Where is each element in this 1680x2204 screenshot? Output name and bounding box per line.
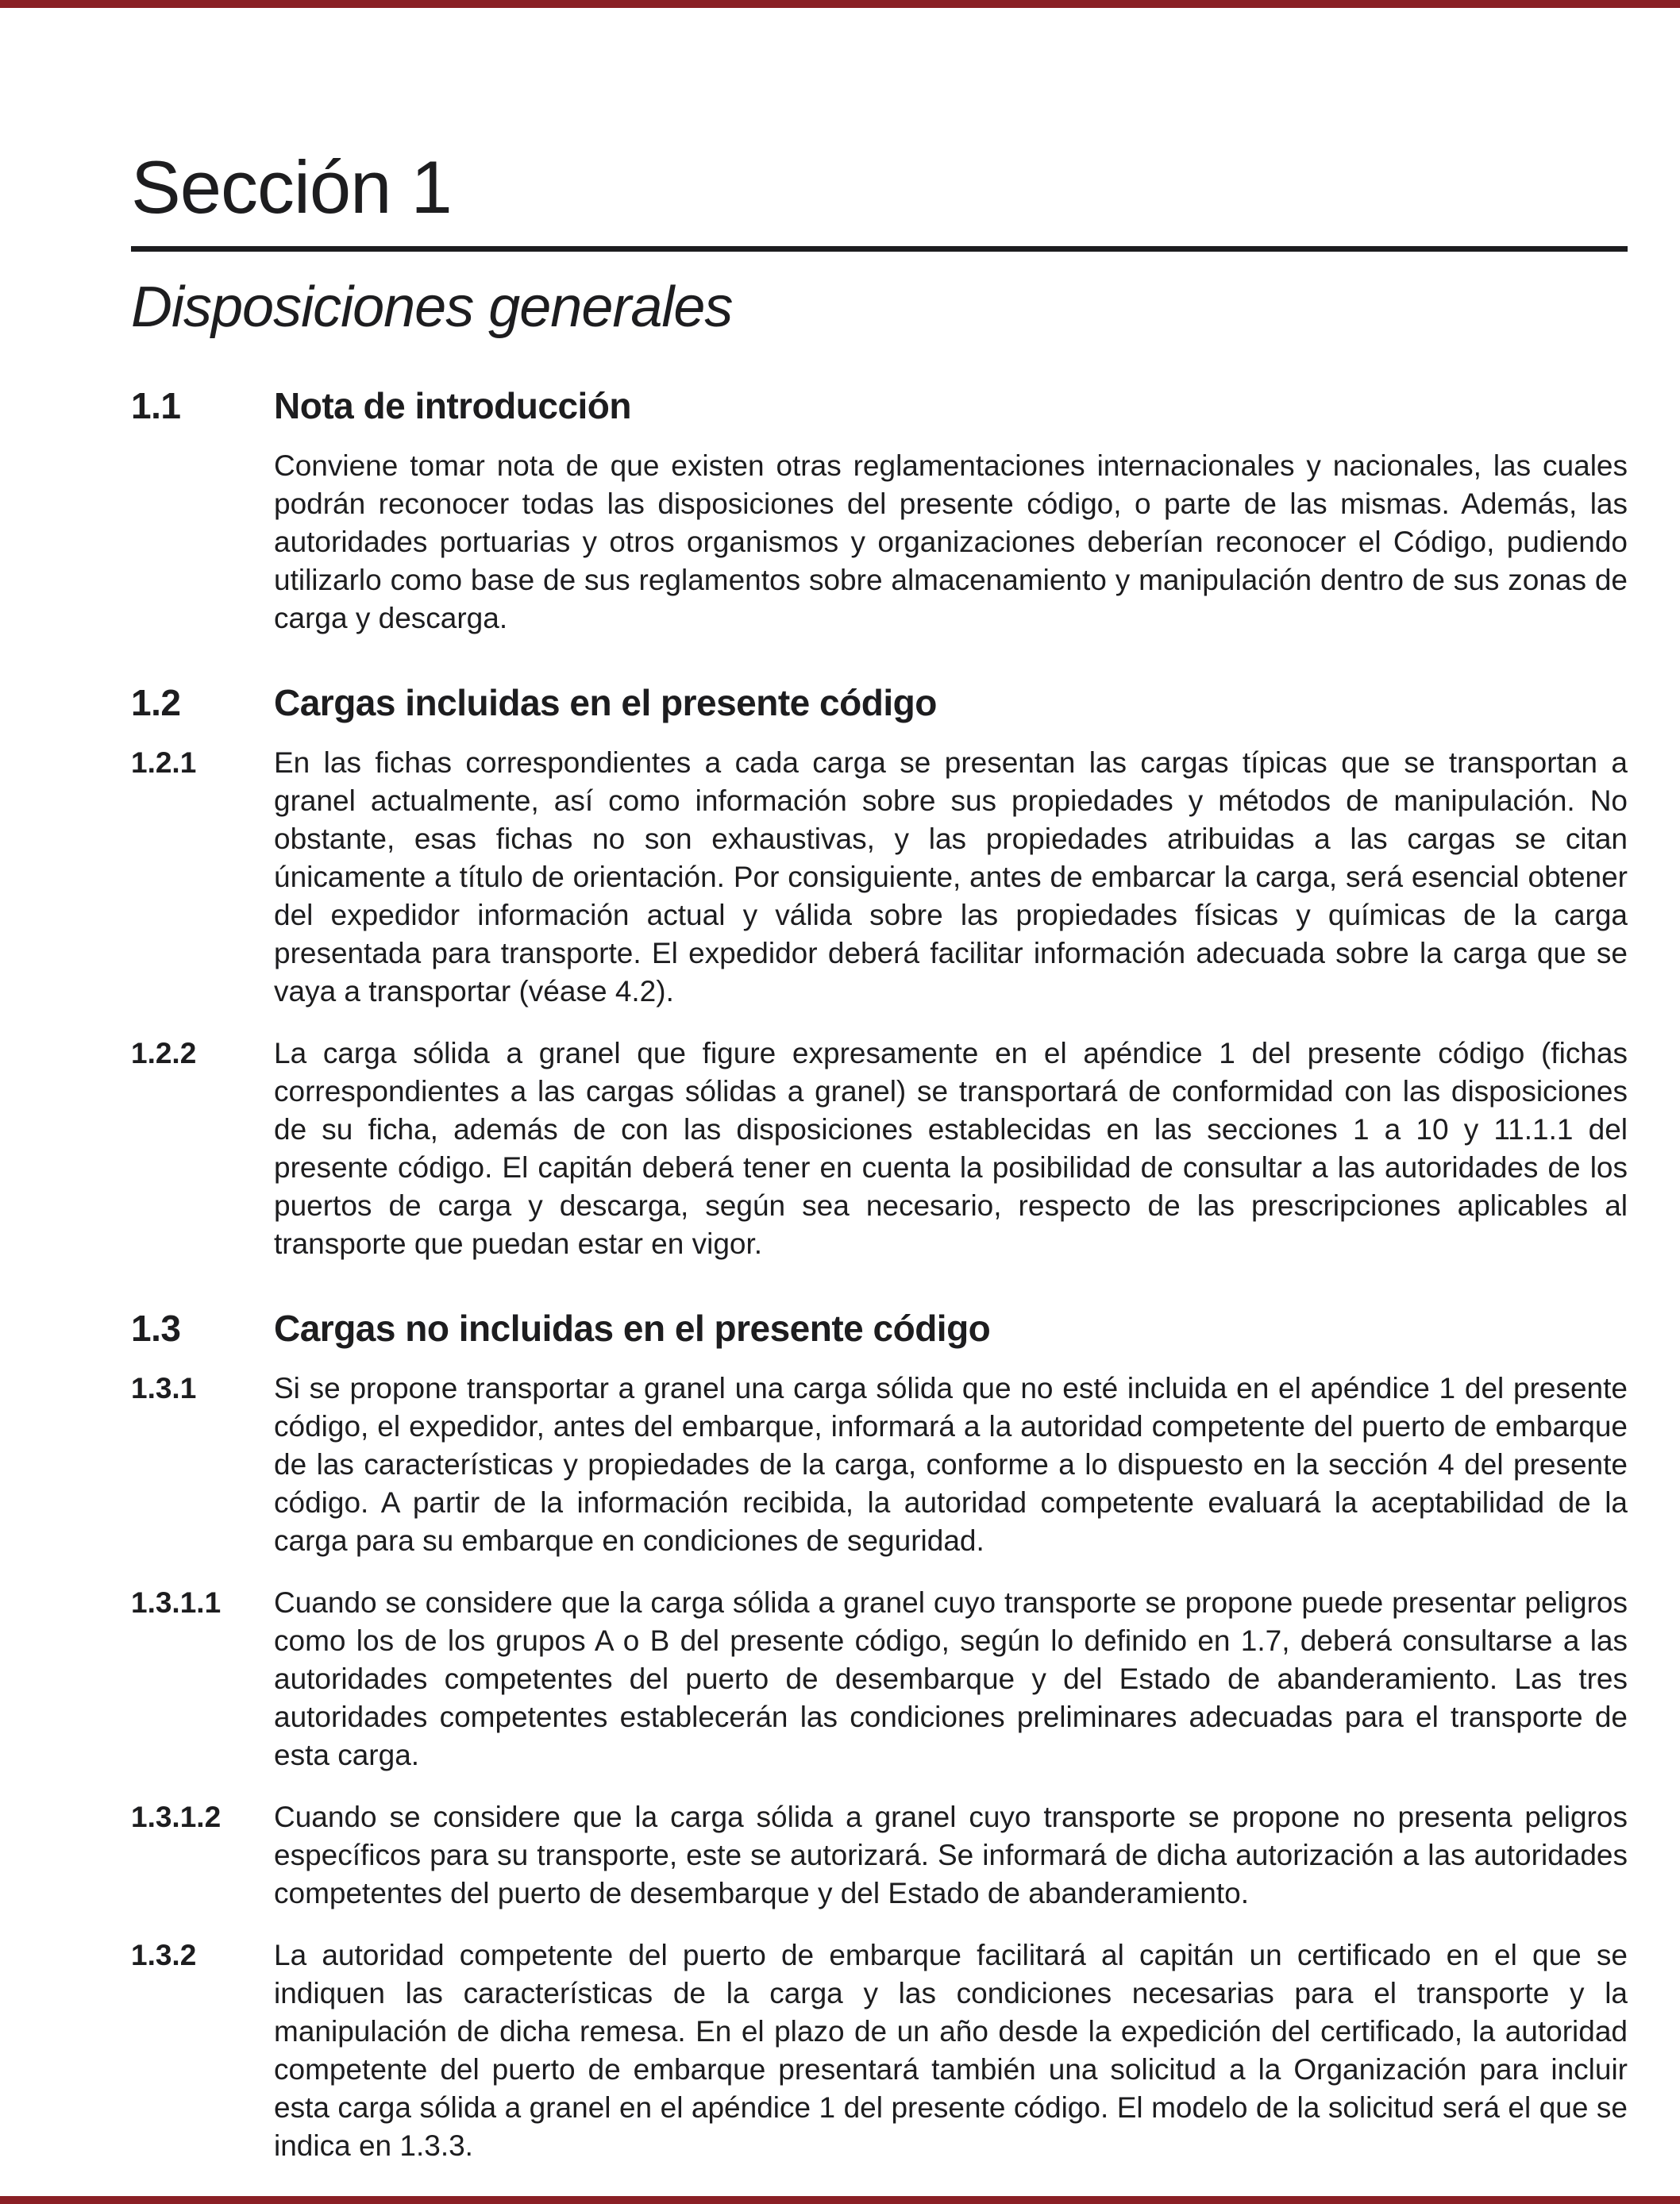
section-title: Sección 1 bbox=[131, 145, 452, 229]
paragraph-text: La autoridad competente del puerto de embarque facilitará al capitán un certificado en el que se indiquen las características de la carga y las condiciones necesarias para el transporte y la manipulación de dicha remesa. En el plazo de un año desde la expedición del certificado, la autoridad competente del puerto de embarque presentará también una solicitud a la Organización para incluir esta carga sólida a granel en el apéndice 1 del presente código. El modelo de la solicitud será el que se indica en 1.3.3. bbox=[274, 1939, 1628, 2162]
paragraph-text: Conviene tomar nota de que existen otras reglamentaciones internacionales y nacionales, las cuales podrán reconocer todas las disposiciones del presente código, o parte de las mismas. Además, las autoridades portuarias y otros organismos y organizaciones deberían reconocer el Código, pudiendo utilizarlo como base de sus reglamentos sobre almacenamiento y manipulación dentro de sus zonas de carga y descarga. bbox=[274, 449, 1628, 634]
title-rule bbox=[131, 246, 1628, 252]
paragraph bbox=[131, 1584, 1628, 1774]
paragraph bbox=[131, 1936, 1628, 2165]
heading-number: 1.1 bbox=[131, 385, 181, 426]
paragraph-number: 1.3.1.2 bbox=[131, 1801, 222, 1833]
paragraph-number bbox=[131, 447, 274, 638]
heading-text: Cargas incluidas en el presente código bbox=[274, 682, 937, 723]
section-heading bbox=[131, 682, 1628, 723]
paragraph-number: 1.3.1.1 bbox=[131, 1586, 222, 1619]
paragraph bbox=[131, 744, 1628, 1011]
paragraph bbox=[131, 1370, 1628, 1560]
document-body bbox=[131, 0, 1628, 2189]
section-heading bbox=[131, 385, 1628, 426]
heading-text: Nota de introducción bbox=[274, 385, 631, 426]
section-heading bbox=[131, 1308, 1628, 1349]
heading-number: 1.2 bbox=[131, 682, 181, 723]
paragraph bbox=[131, 447, 1628, 638]
heading-text: Cargas no incluidas en el presente código bbox=[274, 1308, 991, 1349]
paragraph-text: La carga sólida a granel que figure expresamente en el apéndice 1 del presente código (fichas correspondientes a las cargas sólidas a granel) se transportará de conformidad con las disposiciones de su ficha, además de con las disposiciones establecidas en las secciones 1 a 10 y 11.1.1 del presente código. El capitán deberá tener en cuenta la posibilidad de consultar a las autoridades de los puertos de carga y descarga, según sea necesario, respecto de las prescripciones aplicables al transporte que puedan estar en vigor. bbox=[274, 1037, 1628, 1260]
paragraph-text: Cuando se considere que la carga sólida a granel cuyo transporte se propone no presenta peligros específicos para su transporte, este se autorizará. Se informará de dicha autorización a las autoridades competentes del puerto de desembarque y del Estado de abanderamiento. bbox=[274, 1801, 1628, 1909]
page-edge-bar-bottom bbox=[0, 2196, 1680, 2204]
paragraph-number: 1.2.2 bbox=[131, 1037, 197, 1069]
paragraph-text: Cuando se considere que la carga sólida a granel cuyo transporte se propone puede presentar peligros como los de los grupos A o B del presente código, según lo definido en 1.7, deberá consultarse a las autoridades competentes del puerto de desembarque y del Estado de abanderamiento. Las tres autoridades competentes establecerán las condiciones preliminares adecuadas para el transporte de esta carga. bbox=[274, 1586, 1628, 1771]
paragraph bbox=[131, 1798, 1628, 1913]
paragraph-number: 1.3.2 bbox=[131, 1939, 197, 1971]
paragraph-number: 1.2.1 bbox=[131, 746, 197, 779]
heading-number: 1.3 bbox=[131, 1308, 181, 1349]
paragraph-text: En las fichas correspondientes a cada carga se presentan las cargas típicas que se transportan a granel actualmente, así como información sobre sus propiedades y métodos de manipulación. No obstante, esas fichas no son exhaustivas, y las propiedades atribuidas a las cargas se citan únicamente a título de orientación. Por consiguiente, antes de embarcar la carga, será esencial obtener del expedidor información actual y válida sobre las propiedades físicas y químicas de la carga presentada para transporte. El expedidor deberá facilitar información adecuada sobre la carga que se vaya a transportar (véase 4.2). bbox=[274, 746, 1628, 1008]
paragraph-text: Si se propone transportar a granel una carga sólida que no esté incluida en el apéndice 1 del presente código, el expedidor, antes del embarque, informará a la autoridad competente del puerto de embarque de las características y propiedades de la carga, conforme a lo dispuesto en la sección 4 del presente código. A partir de la información recibida, la autoridad competente evaluará la aceptabilidad de la carga para su embarque en condiciones de seguridad. bbox=[274, 1372, 1628, 1557]
paragraph-number: 1.3.1 bbox=[131, 1372, 197, 1404]
document-subtitle: Disposiciones generales bbox=[131, 276, 733, 339]
paragraph bbox=[131, 1035, 1628, 1263]
